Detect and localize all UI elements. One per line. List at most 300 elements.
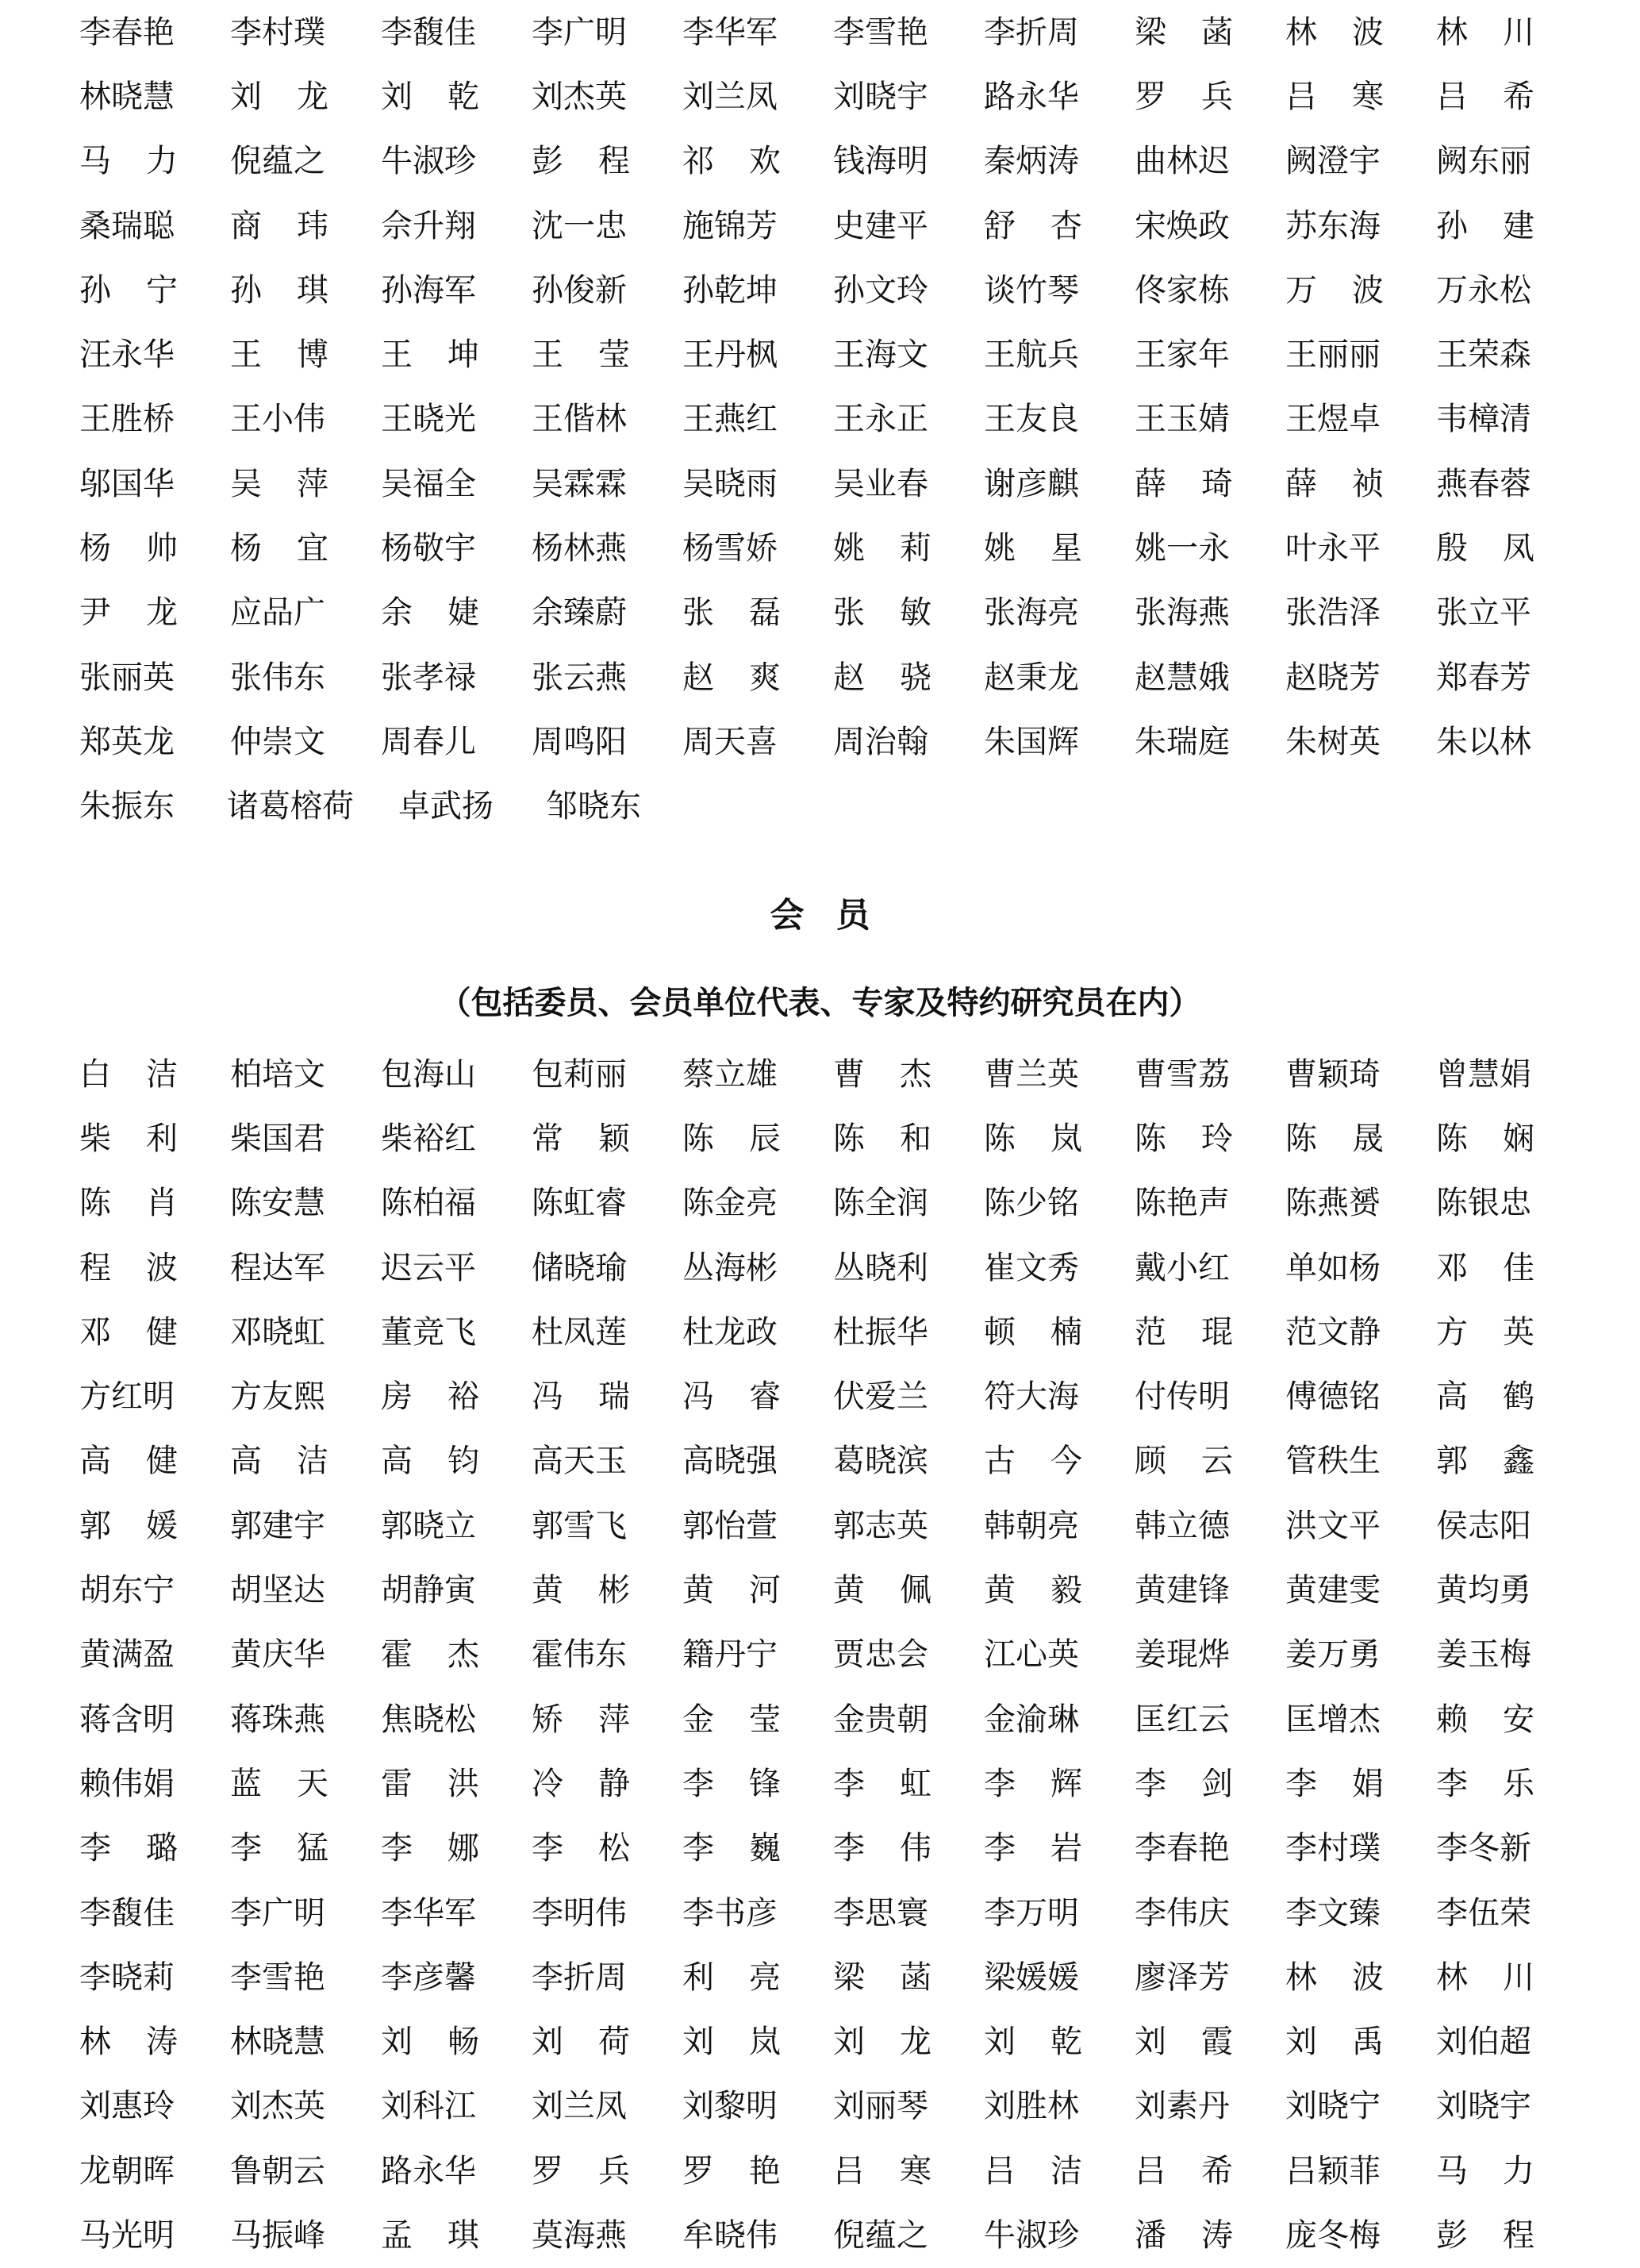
name-entry: 金贵朝 bbox=[833, 1701, 928, 1738]
name-entry: 郭 鑫 bbox=[1436, 1443, 1534, 1480]
name-entry: 黄建雯 bbox=[1285, 1572, 1381, 1609]
name-entry: 戴小红 bbox=[1135, 1249, 1230, 1286]
name-entry: 蔡立雄 bbox=[682, 1055, 778, 1093]
name-entry: 刘杰英 bbox=[532, 78, 627, 115]
name-entry: 王丹枫 bbox=[682, 336, 778, 374]
name-entry: 李晓莉 bbox=[79, 1959, 175, 1996]
name-entry: 王丽丽 bbox=[1285, 336, 1381, 374]
name-entry: 马 力 bbox=[1436, 2152, 1534, 2189]
name-entry: 高 鹤 bbox=[1436, 1378, 1534, 1416]
name-entry: 李伍荣 bbox=[1436, 1894, 1531, 1932]
name-entry: 朱振东 bbox=[79, 787, 175, 825]
name-entry: 储晓瑜 bbox=[532, 1249, 627, 1286]
name-entry: 周鸣阳 bbox=[532, 723, 627, 760]
name-entry: 李万明 bbox=[984, 1894, 1079, 1932]
name-entry: 陈 玲 bbox=[1135, 1120, 1233, 1157]
name-entry: 李 岩 bbox=[984, 1830, 1082, 1867]
name-entry: 傅德铭 bbox=[1285, 1378, 1381, 1416]
name-entry: 李广明 bbox=[230, 1894, 325, 1932]
name-entry: 方友熙 bbox=[230, 1378, 325, 1416]
name-entry: 胡坚达 bbox=[230, 1572, 325, 1609]
name-entry: 程 波 bbox=[79, 1249, 178, 1286]
name-entry: 黄 毅 bbox=[984, 1572, 1082, 1609]
name-entry: 路永华 bbox=[984, 78, 1079, 115]
name-entry: 杜龙政 bbox=[682, 1313, 778, 1351]
name-entry: 董竞飞 bbox=[381, 1313, 476, 1351]
name-entry: 林 川 bbox=[1436, 13, 1534, 51]
name-entry: 朱树英 bbox=[1285, 723, 1381, 760]
name-entry: 付传明 bbox=[1135, 1378, 1230, 1416]
name-entry: 周治翰 bbox=[833, 723, 928, 760]
name-entry: 杜凤莲 bbox=[532, 1313, 627, 1351]
name-entry: 吴福全 bbox=[381, 465, 476, 502]
name-entry: 洪文平 bbox=[1285, 1507, 1381, 1544]
name-entry: 陈 晟 bbox=[1285, 1120, 1384, 1157]
name-entry: 朱瑞庭 bbox=[1135, 723, 1230, 760]
name-entry: 王偕林 bbox=[532, 401, 627, 438]
name-entry: 刘黎明 bbox=[682, 2088, 778, 2125]
name-entry: 籍丹宁 bbox=[682, 1636, 778, 1674]
name-entry: 孙文玲 bbox=[833, 271, 928, 309]
name-entry: 张云燕 bbox=[532, 659, 627, 696]
name-entry: 林晓慧 bbox=[230, 2024, 325, 2061]
name-entry: 黄庆华 bbox=[230, 1636, 325, 1674]
name-entry: 潘 涛 bbox=[1135, 2216, 1233, 2254]
name-entry: 陈银忠 bbox=[1436, 1185, 1531, 1222]
name-entry: 万永松 bbox=[1436, 271, 1531, 309]
name-entry: 孟 琪 bbox=[381, 2216, 479, 2254]
name-entry: 吕 希 bbox=[1135, 2152, 1233, 2189]
name-entry: 吕 洁 bbox=[984, 2152, 1082, 2189]
name-entry: 刘 乾 bbox=[381, 78, 479, 115]
name-entry: 陈 娴 bbox=[1436, 1120, 1534, 1157]
name-entry: 王 博 bbox=[230, 336, 328, 374]
name-entry: 黄 彬 bbox=[532, 1572, 630, 1609]
name-entry: 朱国辉 bbox=[984, 723, 1079, 760]
name-entry: 梁 菡 bbox=[833, 1959, 931, 1996]
name-entry: 仲崇文 bbox=[230, 723, 325, 760]
name-entry: 尹 龙 bbox=[79, 594, 178, 632]
name-entry: 刘 荷 bbox=[532, 2024, 630, 2061]
name-entry: 李 伟 bbox=[833, 1830, 931, 1867]
name-entry: 管秩生 bbox=[1285, 1443, 1381, 1480]
name-entry: 牟晓伟 bbox=[682, 2216, 778, 2254]
name-entry: 杜振华 bbox=[833, 1313, 928, 1351]
name-entry: 谢彦麒 bbox=[984, 465, 1079, 502]
name-entry: 霍 杰 bbox=[381, 1636, 479, 1674]
name-entry: 王家年 bbox=[1135, 336, 1230, 374]
members-section-title: 会员 bbox=[770, 896, 902, 936]
name-entry: 张孝禄 bbox=[381, 659, 476, 696]
name-entry: 吕 寒 bbox=[1285, 78, 1384, 115]
name-entry: 罗 兵 bbox=[532, 2152, 630, 2189]
name-entry: 黄建锋 bbox=[1135, 1572, 1230, 1609]
name-entry: 陈全润 bbox=[833, 1185, 928, 1222]
name-entry: 赵晓芳 bbox=[1285, 659, 1381, 696]
name-entry: 黄 佩 bbox=[833, 1572, 931, 1609]
name-entry: 张 磊 bbox=[682, 594, 781, 632]
name-entry: 王友良 bbox=[984, 401, 1079, 438]
name-entry: 郭建宇 bbox=[230, 1507, 325, 1544]
name-entry: 赵 骁 bbox=[833, 659, 931, 696]
name-entry: 姚 莉 bbox=[833, 530, 931, 567]
name-entry: 王海文 bbox=[833, 336, 928, 374]
name-entry: 祁 欢 bbox=[682, 143, 781, 180]
name-entry: 李馥佳 bbox=[381, 13, 476, 51]
name-entry: 孙乾坤 bbox=[682, 271, 778, 309]
name-entry: 薛 琦 bbox=[1135, 465, 1233, 502]
name-entry: 李春艳 bbox=[79, 13, 175, 51]
name-entry: 包莉丽 bbox=[532, 1055, 627, 1093]
name-entry: 李 娜 bbox=[381, 1830, 479, 1867]
name-entry: 刘晓宇 bbox=[833, 78, 928, 115]
name-entry: 王晓光 bbox=[381, 401, 476, 438]
name-entry: 施锦芳 bbox=[682, 207, 778, 244]
name-entry: 姚一永 bbox=[1135, 530, 1230, 567]
name-entry: 桑瑞聪 bbox=[79, 207, 175, 244]
name-entry: 刘丽琴 bbox=[833, 2088, 928, 2125]
name-entry: 葛晓滨 bbox=[833, 1443, 928, 1480]
name-entry: 程达军 bbox=[230, 1249, 325, 1286]
name-entry: 赵秉龙 bbox=[984, 659, 1079, 696]
name-entry: 王小伟 bbox=[230, 401, 325, 438]
name-entry: 冯 睿 bbox=[682, 1378, 781, 1416]
name-entry: 高 钧 bbox=[381, 1443, 479, 1480]
name-entry: 焦晓松 bbox=[381, 1701, 476, 1738]
name-entry: 金渝琳 bbox=[984, 1701, 1079, 1738]
name-entry: 廖泽芳 bbox=[1135, 1959, 1230, 1996]
name-entry: 余 婕 bbox=[381, 594, 479, 632]
name-entry: 马光明 bbox=[79, 2216, 175, 2254]
name-entry: 李明伟 bbox=[532, 1894, 627, 1932]
name-entry: 李 巍 bbox=[682, 1830, 781, 1867]
name-entry: 林 川 bbox=[1436, 1959, 1534, 1996]
name-entry: 张海燕 bbox=[1135, 594, 1230, 632]
name-entry: 方 英 bbox=[1436, 1313, 1534, 1351]
name-entry: 冯 瑞 bbox=[532, 1378, 630, 1416]
name-entry: 张海亮 bbox=[984, 594, 1079, 632]
name-entry: 宋焕政 bbox=[1135, 207, 1230, 244]
name-entry: 王燕红 bbox=[682, 401, 778, 438]
name-entry: 庞冬梅 bbox=[1285, 2216, 1381, 2254]
name-entry: 常 颖 bbox=[532, 1120, 630, 1157]
name-entry: 匡增杰 bbox=[1285, 1701, 1381, 1738]
name-entry: 曹颖琦 bbox=[1285, 1055, 1381, 1093]
name-entry: 曹雪荔 bbox=[1135, 1055, 1230, 1093]
name-entry: 彭 程 bbox=[532, 143, 630, 180]
name-entry: 李雪艳 bbox=[833, 13, 928, 51]
name-entry: 郭怡萱 bbox=[682, 1507, 778, 1544]
name-entry: 应品广 bbox=[230, 594, 325, 632]
name-entry: 钱海明 bbox=[833, 143, 928, 180]
name-entry: 姜琨烨 bbox=[1135, 1636, 1230, 1674]
name-entry: 李 松 bbox=[532, 1830, 630, 1867]
name-entry: 邓 佳 bbox=[1436, 1249, 1534, 1286]
name-entry: 秦炳涛 bbox=[984, 143, 1079, 180]
name-entry: 顿 楠 bbox=[984, 1313, 1082, 1351]
name-entry: 牛淑珍 bbox=[984, 2216, 1079, 2254]
name-entry: 刘科江 bbox=[381, 2088, 476, 2125]
name-entry: 李村璞 bbox=[230, 13, 325, 51]
name-entry: 曾慧娟 bbox=[1436, 1055, 1531, 1093]
name-entry: 匡红云 bbox=[1135, 1701, 1230, 1738]
members-name-grid bbox=[79, 1042, 1603, 2268]
name-entry: 杨林燕 bbox=[532, 530, 627, 567]
name-entry: 梁 菡 bbox=[1135, 13, 1233, 51]
name-entry: 刘 龙 bbox=[230, 78, 328, 115]
name-entry: 曲林迟 bbox=[1135, 143, 1230, 180]
name-entry: 李 辉 bbox=[984, 1765, 1082, 1802]
name-entry: 高天玉 bbox=[532, 1443, 627, 1480]
name-entry: 周天喜 bbox=[682, 723, 778, 760]
name-entry: 商 玮 bbox=[230, 207, 328, 244]
name-entry: 吴晓雨 bbox=[682, 465, 778, 502]
name-entry: 李 锋 bbox=[682, 1765, 781, 1802]
name-entry: 龙朝晖 bbox=[79, 2152, 175, 2189]
name-entry: 陈虹睿 bbox=[532, 1185, 627, 1222]
name-entry: 丛晓利 bbox=[833, 1249, 928, 1286]
name-entry: 利 亮 bbox=[682, 1959, 781, 1996]
name-entry: 吕 希 bbox=[1436, 78, 1534, 115]
name-entry: 李华军 bbox=[682, 13, 778, 51]
name-entry: 王航兵 bbox=[984, 336, 1079, 374]
name-entry: 霍伟东 bbox=[532, 1636, 627, 1674]
name-entry: 李彦馨 bbox=[381, 1959, 476, 1996]
name-entry: 余臻蔚 bbox=[532, 594, 627, 632]
name-entry: 路永华 bbox=[381, 2152, 476, 2189]
name-entry: 柏培文 bbox=[230, 1055, 325, 1093]
name-entry: 王煜卓 bbox=[1285, 401, 1381, 438]
name-entry: 李伟庆 bbox=[1135, 1894, 1230, 1932]
name-entry: 罗 兵 bbox=[1135, 78, 1233, 115]
name-entry: 韦樟清 bbox=[1436, 401, 1531, 438]
name-entry: 姜万勇 bbox=[1285, 1636, 1381, 1674]
name-entry: 王 莹 bbox=[532, 336, 630, 374]
name-entry: 杨敬宇 bbox=[381, 530, 476, 567]
name-entry: 吕颖菲 bbox=[1285, 2152, 1381, 2189]
name-entry: 孙 宁 bbox=[79, 271, 178, 309]
name-entry: 房 裕 bbox=[381, 1378, 479, 1416]
name-entry: 林 涛 bbox=[79, 2024, 178, 2061]
name-entry: 邓 健 bbox=[79, 1313, 178, 1351]
name-entry: 陈少铭 bbox=[984, 1185, 1079, 1222]
name-entry: 高 洁 bbox=[230, 1443, 328, 1480]
name-entry: 郑春芳 bbox=[1436, 659, 1531, 696]
name-entry: 方红明 bbox=[79, 1378, 175, 1416]
name-entry: 彭 程 bbox=[1436, 2216, 1534, 2254]
name-entry: 李广明 bbox=[532, 13, 627, 51]
name-entry: 薛 祯 bbox=[1285, 465, 1384, 502]
name-entry: 佘升翔 bbox=[381, 207, 476, 244]
name-entry: 范 琨 bbox=[1135, 1313, 1233, 1351]
name-entry: 刘晓宁 bbox=[1285, 2088, 1381, 2125]
name-entry: 柴裕红 bbox=[381, 1120, 476, 1157]
name-entry: 蓝 天 bbox=[230, 1765, 328, 1802]
name-entry: 郭志英 bbox=[833, 1507, 928, 1544]
name-entry: 李 剑 bbox=[1135, 1765, 1233, 1802]
name-entry: 王荣森 bbox=[1436, 336, 1531, 374]
name-entry: 刘素丹 bbox=[1135, 2088, 1230, 2125]
name-entry: 冷 静 bbox=[532, 1765, 630, 1802]
name-entry: 杨 宜 bbox=[230, 530, 328, 567]
name-entry: 汪永华 bbox=[79, 336, 175, 374]
name-entry: 罗 艳 bbox=[682, 2152, 781, 2189]
name-entry: 朱以林 bbox=[1436, 723, 1531, 760]
name-entry: 张 敏 bbox=[833, 594, 931, 632]
name-entry: 李雪艳 bbox=[230, 1959, 325, 1996]
name-entry: 刘惠玲 bbox=[79, 2088, 175, 2125]
name-entry: 刘晓宇 bbox=[1436, 2088, 1531, 2125]
name-entry: 赖 安 bbox=[1436, 1701, 1534, 1738]
name-entry: 陈 岚 bbox=[984, 1120, 1082, 1157]
name-entry: 黄满盈 bbox=[79, 1636, 175, 1674]
name-entry: 刘兰凤 bbox=[682, 78, 778, 115]
name-entry: 刘 畅 bbox=[381, 2024, 479, 2061]
name-entry: 杨雪娇 bbox=[682, 530, 778, 567]
name-entry: 郭晓立 bbox=[381, 1507, 476, 1544]
name-entry: 崔文秀 bbox=[984, 1249, 1079, 1286]
name-entry: 李 乐 bbox=[1436, 1765, 1534, 1802]
name-entry: 孙海军 bbox=[381, 271, 476, 309]
name-entry: 丛海彬 bbox=[682, 1249, 778, 1286]
name-entry: 诸葛榕荷 bbox=[227, 787, 354, 825]
name-entry: 周春儿 bbox=[381, 723, 476, 760]
name-entry: 陈柏福 bbox=[381, 1185, 476, 1222]
name-entry: 王永正 bbox=[833, 401, 928, 438]
name-entry: 马振峰 bbox=[230, 2216, 325, 2254]
name-entry: 张浩泽 bbox=[1285, 594, 1381, 632]
name-entry: 李 璐 bbox=[79, 1830, 178, 1867]
name-entry: 梁媛媛 bbox=[984, 1959, 1079, 1996]
name-entry: 佟家栋 bbox=[1135, 271, 1230, 309]
name-entry: 刘伯超 bbox=[1436, 2024, 1531, 2061]
name-entry: 李文臻 bbox=[1285, 1894, 1381, 1932]
name-entry: 赖伟娟 bbox=[79, 1765, 175, 1802]
name-entry: 李 猛 bbox=[230, 1830, 328, 1867]
name-entry: 矫 萍 bbox=[532, 1701, 630, 1738]
name-entry: 邬国华 bbox=[79, 465, 175, 502]
name-entry: 金 莹 bbox=[682, 1701, 781, 1738]
name-entry: 韩立德 bbox=[1135, 1507, 1230, 1544]
name-entry: 迟云平 bbox=[381, 1249, 476, 1286]
name-entry: 曹兰英 bbox=[984, 1055, 1079, 1093]
name-entry: 陈金亮 bbox=[682, 1185, 778, 1222]
name-entry: 柴 利 bbox=[79, 1120, 178, 1157]
name-entry: 胡东宁 bbox=[79, 1572, 175, 1609]
name-entry: 李书彦 bbox=[682, 1894, 778, 1932]
name-entry: 舒 杏 bbox=[984, 207, 1082, 244]
name-entry: 江心英 bbox=[984, 1636, 1079, 1674]
name-entry: 蒋含明 bbox=[79, 1701, 175, 1738]
name-entry: 刘胜林 bbox=[984, 2088, 1079, 2125]
name-entry: 李春艳 bbox=[1135, 1830, 1230, 1867]
name-entry: 陈艳声 bbox=[1135, 1185, 1230, 1222]
name-entry: 陈 辰 bbox=[682, 1120, 781, 1157]
name-entry: 李馥佳 bbox=[79, 1894, 175, 1932]
name-entry: 倪蕴之 bbox=[230, 143, 325, 180]
name-entry: 李思寰 bbox=[833, 1894, 928, 1932]
name-entry: 古 今 bbox=[984, 1443, 1082, 1480]
name-entry: 林 波 bbox=[1285, 1959, 1384, 1996]
name-entry: 谈竹琴 bbox=[984, 271, 1079, 309]
name-entry: 符大海 bbox=[984, 1378, 1079, 1416]
name-entry: 孙 建 bbox=[1436, 207, 1534, 244]
name-entry: 叶永平 bbox=[1285, 530, 1381, 567]
name-entry: 黄均勇 bbox=[1436, 1572, 1531, 1609]
members-section-subtitle: （包括委员、会员单位代表、专家及特约研究员在内） bbox=[439, 984, 1201, 1021]
name-entry: 刘 乾 bbox=[984, 2024, 1082, 2061]
name-entry: 牛淑珍 bbox=[381, 143, 476, 180]
name-entry: 林晓慧 bbox=[79, 78, 175, 115]
name-entry: 王胜桥 bbox=[79, 401, 175, 438]
name-entry: 孙 琪 bbox=[230, 271, 328, 309]
name-entry: 林 波 bbox=[1285, 13, 1384, 51]
name-entry: 胡静寅 bbox=[381, 1572, 476, 1609]
name-entry: 刘 禹 bbox=[1285, 2024, 1384, 2061]
name-entry: 苏东海 bbox=[1285, 207, 1381, 244]
name-entry: 莫海燕 bbox=[532, 2216, 627, 2254]
name-entry: 刘 岚 bbox=[682, 2024, 781, 2061]
name-entry: 吴 萍 bbox=[230, 465, 328, 502]
name-entry: 高晓强 bbox=[682, 1443, 778, 1480]
name-entry: 姜玉梅 bbox=[1436, 1636, 1531, 1674]
name-entry: 刘 霞 bbox=[1135, 2024, 1233, 2061]
name-entry: 侯志阳 bbox=[1436, 1507, 1531, 1544]
name-entry: 李冬新 bbox=[1436, 1830, 1531, 1867]
name-entry: 高 健 bbox=[79, 1443, 178, 1480]
name-entry: 贾忠会 bbox=[833, 1636, 928, 1674]
name-entry: 赵慧娥 bbox=[1135, 659, 1230, 696]
name-entry: 郭雪飞 bbox=[532, 1507, 627, 1544]
name-entry: 曹 杰 bbox=[833, 1055, 931, 1093]
name-entry: 蒋珠燕 bbox=[230, 1701, 325, 1738]
name-entry: 刘兰凤 bbox=[532, 2088, 627, 2125]
name-entry: 邹晓东 bbox=[546, 787, 641, 825]
name-entry: 李折周 bbox=[984, 13, 1079, 51]
name-entry: 李 娟 bbox=[1285, 1765, 1384, 1802]
name-entry: 卓武扬 bbox=[398, 787, 494, 825]
name-entry: 万 波 bbox=[1285, 271, 1384, 309]
name-entry: 鲁朝云 bbox=[230, 2152, 325, 2189]
name-entry: 张伟东 bbox=[230, 659, 325, 696]
name-entry: 倪蕴之 bbox=[833, 2216, 928, 2254]
name-entry: 史建平 bbox=[833, 207, 928, 244]
name-entry: 吕 寒 bbox=[833, 2152, 931, 2189]
name-entry: 李 虹 bbox=[833, 1765, 931, 1802]
name-entry: 郑英龙 bbox=[79, 723, 175, 760]
name-entry: 孙俊新 bbox=[532, 271, 627, 309]
name-entry: 黄 河 bbox=[682, 1572, 781, 1609]
name-entry: 阙东丽 bbox=[1436, 143, 1531, 180]
top-last-row bbox=[79, 774, 693, 838]
name-entry: 雷 洪 bbox=[381, 1765, 479, 1802]
name-entry: 李华军 bbox=[381, 1894, 476, 1932]
name-entry: 李折周 bbox=[532, 1959, 627, 1996]
name-entry: 伏爱兰 bbox=[833, 1378, 928, 1416]
name-entry: 顾 云 bbox=[1135, 1443, 1233, 1480]
name-entry: 范文静 bbox=[1285, 1313, 1381, 1351]
name-entry: 邓晓虹 bbox=[230, 1313, 325, 1351]
name-entry: 张立平 bbox=[1436, 594, 1531, 632]
name-entry: 燕春蓉 bbox=[1436, 465, 1531, 502]
name-entry: 赵 爽 bbox=[682, 659, 781, 696]
name-entry: 柴国君 bbox=[230, 1120, 325, 1157]
name-entry: 吴霖霖 bbox=[532, 465, 627, 502]
name-entry: 姚 星 bbox=[984, 530, 1082, 567]
top-name-grid bbox=[79, 0, 1603, 775]
name-entry: 沈一忠 bbox=[532, 207, 627, 244]
name-entry: 陈燕赟 bbox=[1285, 1185, 1381, 1222]
